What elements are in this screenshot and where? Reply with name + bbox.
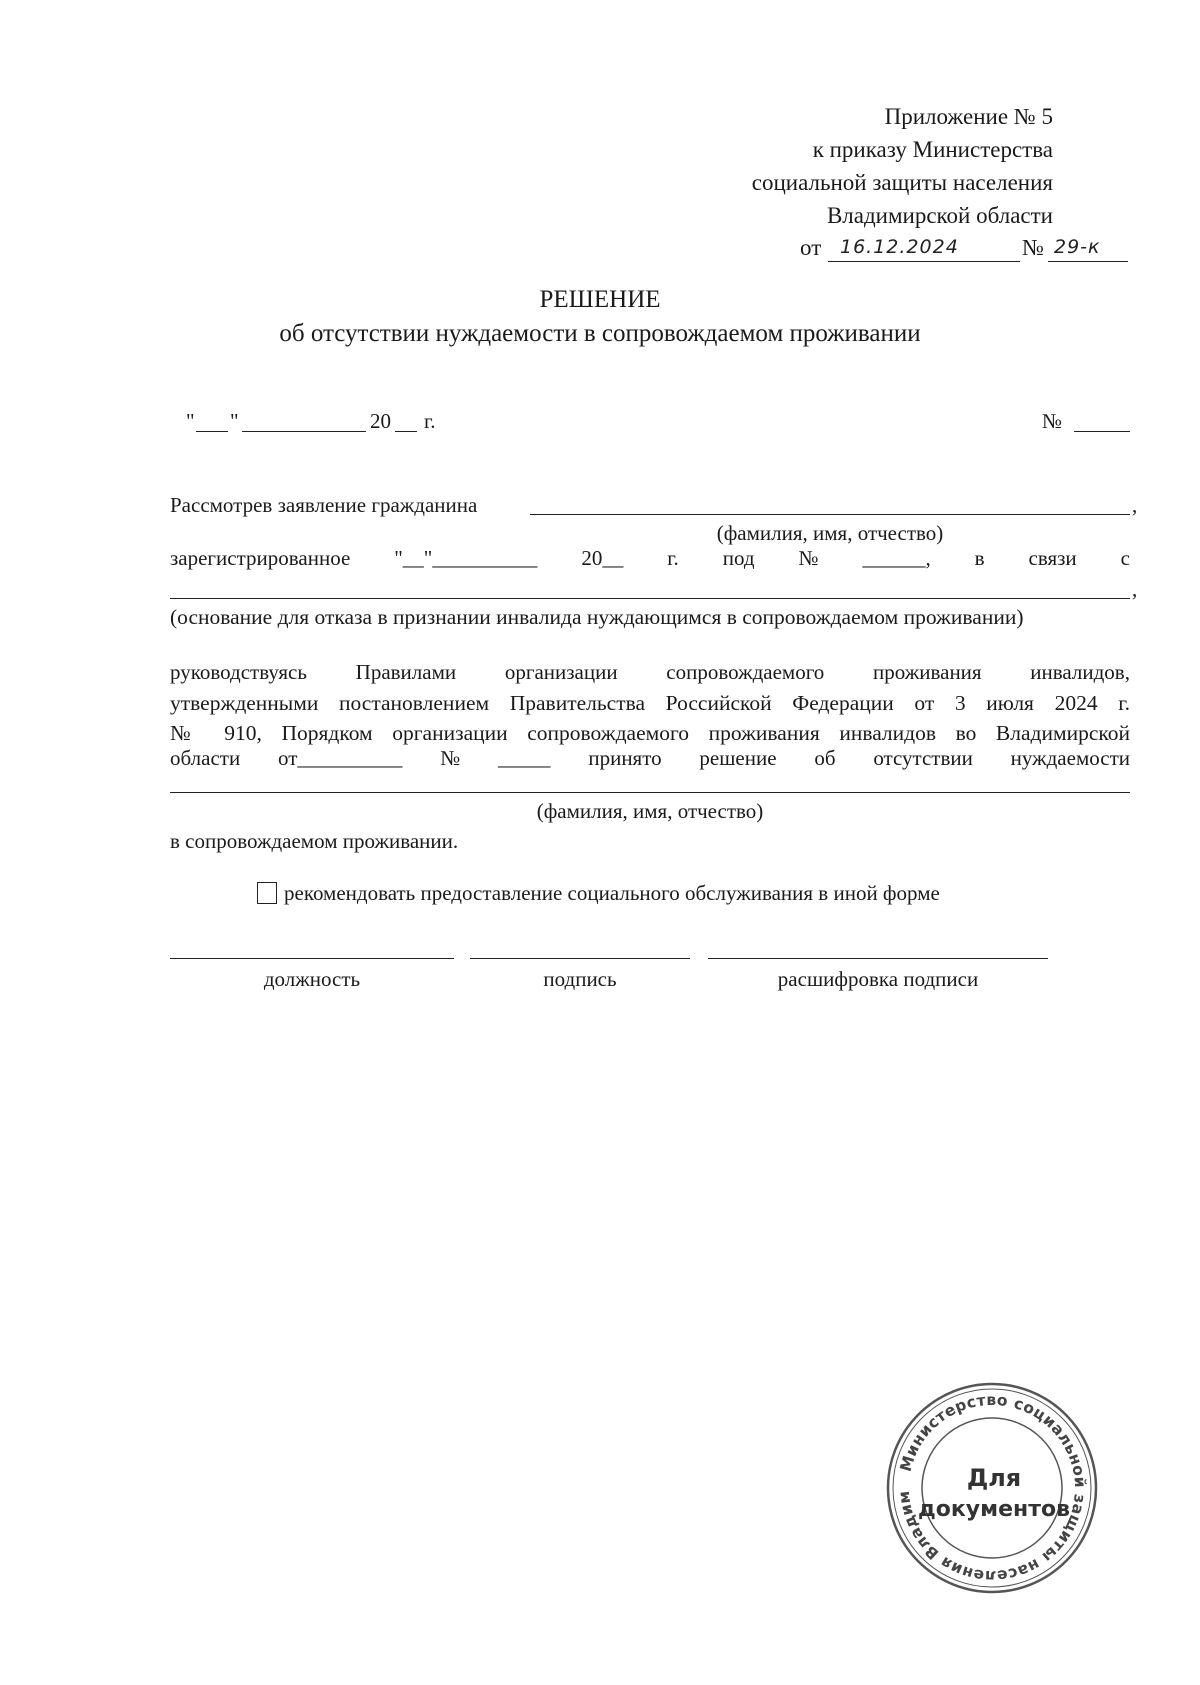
- date-day-blank: [196, 431, 228, 432]
- date-month-blank: [242, 431, 366, 432]
- date-year-suffix: г.: [424, 409, 436, 433]
- date-quote-close: ": [230, 409, 239, 433]
- para-word: Правилами: [355, 660, 457, 684]
- para-word: нуждаемости: [1010, 746, 1130, 770]
- position-blank: [170, 958, 454, 959]
- signature-caption: подпись: [543, 967, 617, 991]
- recommend-label: рекомендовать предоставление социального обслуживания в иной форме: [284, 881, 940, 905]
- approval-number-underline: [1048, 261, 1128, 262]
- para-word: руководствуясь: [170, 660, 307, 684]
- approval-number-handwritten: 29-к: [1054, 236, 1101, 258]
- approval-line-2: к приказу Министерства: [812, 137, 1053, 162]
- fio-caption-2: (фамилия, имя, отчество): [536, 799, 764, 823]
- para-word: области: [170, 746, 241, 770]
- para-word: проживания: [873, 660, 982, 684]
- para-word: инвалидов,: [1030, 660, 1130, 684]
- fio-caption: (фамилия, имя, отчество): [716, 521, 944, 545]
- para-word: сопровождаемого: [666, 660, 825, 684]
- approval-line-4: Владимирской области: [826, 203, 1053, 228]
- decoding-blank: [708, 958, 1048, 959]
- para-word: организации: [504, 660, 618, 684]
- para-word: об: [814, 746, 836, 770]
- official-stamp: [882, 1378, 1102, 1598]
- stamp-center-line-2: документов: [917, 1497, 1071, 1522]
- name-blank: [170, 792, 1130, 793]
- document-title: РЕШЕНИЕ: [539, 286, 661, 313]
- para-word: решение: [699, 746, 777, 770]
- reviewed-comma: ,: [1132, 493, 1138, 517]
- document-subtitle: об отсутствии нуждаемости в сопровождаемом проживании: [279, 320, 921, 347]
- date-year-blank: [395, 431, 417, 432]
- final-line: в сопровождаемом проживании.: [170, 829, 459, 853]
- approval-line-3: социальной защиты населения: [751, 170, 1053, 195]
- paragraph-line-2: утвержденными постановлением Правительства Российской Федерации от 3 июля 2024 г.: [170, 691, 1130, 715]
- decision-number-label: №: [1042, 409, 1063, 433]
- approval-number-label: №: [1022, 235, 1044, 260]
- para-word: принято: [588, 746, 662, 770]
- registered-year: 20__: [581, 546, 624, 570]
- registered-with: с: [1120, 546, 1130, 570]
- stamp-ring-text: Министерство социальной защиты населения Владим: [894, 1390, 1090, 1586]
- registered-word: зарегистрированное: [170, 546, 351, 570]
- para-date-blank: от__________: [278, 746, 403, 770]
- para-number-label: №: [440, 746, 461, 770]
- para-number-blank: _____: [498, 746, 551, 770]
- date-quote-open: ": [186, 409, 195, 433]
- signature-blank: [470, 958, 690, 959]
- reason-caption: (основание для отказа в признании инвалида нуждающимся в сопровождаемом проживании): [170, 605, 1024, 629]
- approval-from-label: от: [800, 235, 822, 260]
- paragraph-line-3: № 910, Порядком организации сопровождаемого проживания инвалидов во Владимирской: [170, 721, 1130, 745]
- registered-in: в: [974, 546, 985, 570]
- reviewed-label: Рассмотрев заявление гражданина: [170, 493, 478, 517]
- registered-connection: связи: [1028, 546, 1077, 570]
- stamp-center-line-1: Для: [966, 1464, 1022, 1492]
- approval-date-underline: [828, 261, 1020, 262]
- decoding-caption: расшифровка подписи: [777, 967, 979, 991]
- approval-date-handwritten: 16.12.2024: [840, 236, 959, 258]
- citizen-name-blank: [530, 514, 1130, 515]
- position-caption: должность: [263, 967, 361, 991]
- para-word: отсутствии: [873, 746, 973, 770]
- decision-number-blank: [1074, 431, 1130, 432]
- registered-date-blank: "__"__________: [394, 546, 538, 570]
- registered-under: под: [722, 546, 755, 570]
- approval-line-1: Приложение № 5: [884, 104, 1053, 129]
- recommend-checkbox[interactable]: [257, 882, 277, 904]
- paragraph-line-4: [170, 746, 1130, 776]
- registered-number-label: №: [798, 546, 819, 570]
- reason-blank: [170, 598, 1130, 599]
- registered-line: [170, 546, 1130, 576]
- paragraph-line-1: [170, 660, 1130, 690]
- date-year-prefix: 20: [370, 409, 391, 433]
- reason-comma: ,: [1132, 577, 1138, 601]
- registered-number-blank: ______,: [862, 546, 931, 570]
- registered-year-suffix: г.: [667, 546, 679, 570]
